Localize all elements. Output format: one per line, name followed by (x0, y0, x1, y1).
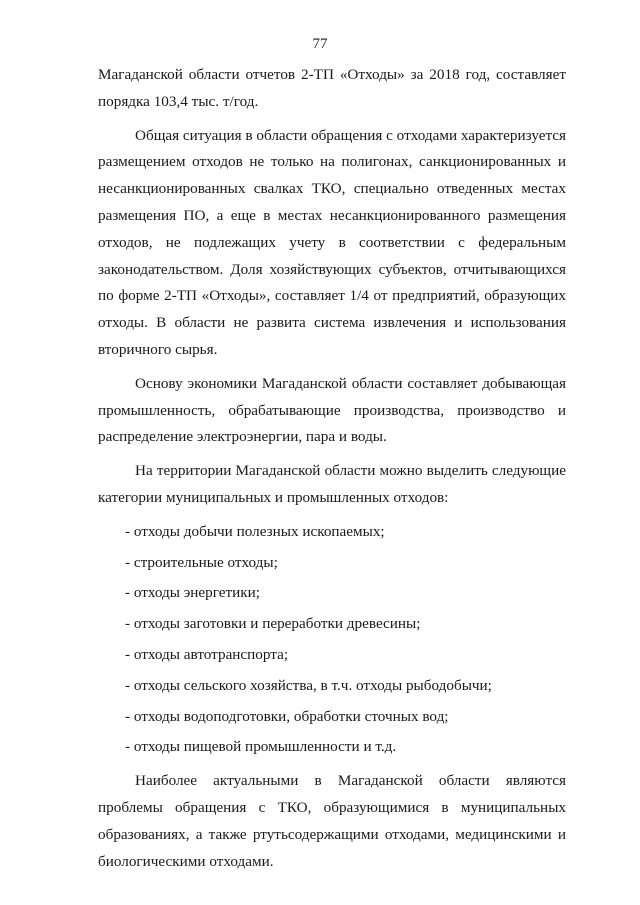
list-item: - отходы добычи полезных ископаемых; (125, 522, 385, 540)
paragraph-priority-problems: Наиболее актуальными в Магаданской области являются проблемы обращения с ТКО, образующимися в муниципальных образованиях, а также ртутьсодержащими отходами, медицинскими и биологическими отходами. (98, 772, 566, 870)
document-body (98, 62, 566, 875)
list-item: - отходы автотранспорта; (125, 645, 289, 663)
list-item: - отходы пищевой промышленности и т.д. (125, 738, 397, 756)
paragraph-economy-basis: Основу экономики Магаданской области составляет добывающая промышленность, обрабатывающие производства, производство и распределение электроэнергии, пара и воды. (98, 374, 566, 446)
list-item: - отходы сельского хозяйства, в т.ч. отходы рыбодобычи; (125, 676, 492, 694)
page-number: 77 (312, 36, 328, 52)
list-item: - отходы заготовки и переработки древесины; (125, 615, 421, 633)
paragraph-general-situation: Общая ситуация в области обращения с отходами характеризуется размещением отходов не только на полигонах, санкционированных и несанкционированных свалках ТКО, специально отведенных местах размещения ПО, а еще в местах несанкционированного размещения отходов, не подлежащих учету в соответствии с федеральным законодательством. Доля хозяйствующих субъектов, отчитывающихся по форме 2-ТП «Отходы», составляет 1/4 от предприятий, образующих отходы. В области не развита система извлечения и использования вторичного сырья. (98, 126, 566, 358)
list-item: - отходы энергетики; (125, 584, 261, 602)
waste-categories-list (98, 519, 566, 761)
list-item: - строительные отходы; (125, 553, 278, 571)
paragraph-waste-categories-intro: На территории Магаданской области можно выделить следующие категории муниципальных и промышленных отходов: (98, 462, 566, 506)
list-item: - отходы водоподготовки, обработки сточных вод; (125, 707, 449, 725)
paragraph-intro-continuation: Магаданской области отчетов 2-ТП «Отходы» за 2018 год, составляет порядка 103,4 тыс. т/год. (98, 66, 566, 110)
